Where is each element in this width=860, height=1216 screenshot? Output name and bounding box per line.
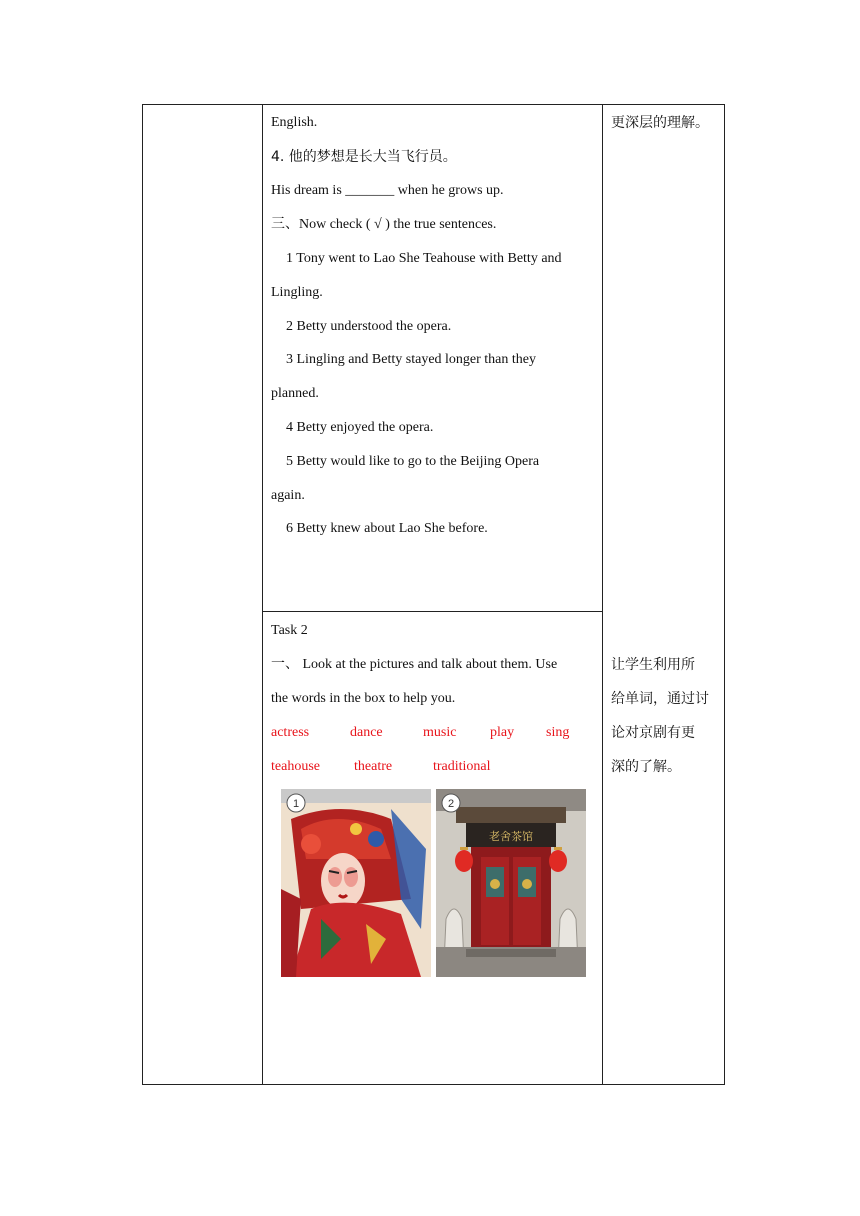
- text-task-2-instruction-2: the words in the box to help you.: [271, 691, 456, 706]
- text-english: English.: [271, 115, 318, 130]
- text-check-item-5-cont: again.: [271, 488, 305, 503]
- text-check-item-1-cont: Lingling.: [271, 285, 323, 300]
- text-check-item-3-cont: planned.: [271, 386, 319, 401]
- word-music: music: [423, 725, 457, 740]
- table-left-border: [142, 104, 143, 1085]
- table-col-divider-1: [262, 104, 263, 1085]
- peking-opera-actress-image: [281, 789, 431, 977]
- picture-1-number: 1: [292, 798, 300, 810]
- text-check-item-1: 1 Tony went to Lao She Teahouse with Betty and: [286, 251, 562, 266]
- text-task-2-title: Task 2: [271, 623, 308, 638]
- word-play: play: [490, 725, 515, 740]
- table-row-divider: [262, 611, 603, 612]
- word-actress: actress: [271, 725, 310, 740]
- text-task-2-instruction-1: 一、 Look at the pictures and talk about them. Use: [271, 657, 558, 672]
- text-check-item-5: 5 Betty would like to go to the Beijing Opera: [286, 454, 540, 469]
- word-teahouse: teahouse: [271, 759, 320, 774]
- table-col-divider-2: [602, 104, 603, 1085]
- teahouse-entrance-image: [436, 789, 586, 977]
- word-theatre: theatre: [354, 759, 393, 774]
- text-right-note-2-line-3: 论对京剧有更: [611, 725, 695, 741]
- text-check-item-4: 4 Betty enjoyed the opera.: [286, 420, 434, 435]
- text-right-note-2-line-4: 深的了解。: [611, 759, 681, 775]
- table-right-border: [724, 104, 725, 1085]
- text-right-note-2-line-2: 给单词，通过讨: [611, 691, 709, 707]
- text-section-3-heading: 三、Now check ( √ ) the true sentences.: [271, 217, 497, 232]
- table-bottom-border: [142, 1084, 725, 1085]
- word-dance: dance: [350, 725, 383, 740]
- word-sing: sing: [546, 725, 570, 740]
- teahouse-sign-text: 老舍茶馆: [489, 830, 533, 843]
- text-check-item-6: 6 Betty knew about Lao She before.: [286, 521, 488, 536]
- text-sentence-4-chinese: 4. 他的梦想是长大当飞行员。: [271, 149, 457, 165]
- text-right-note-1: 更深层的理解。: [611, 115, 709, 131]
- word-traditional: traditional: [433, 759, 491, 774]
- text-check-item-3: 3 Lingling and Betty stayed longer than they: [286, 352, 537, 367]
- text-his-dream: His dream is _______ when he grows up.: [271, 183, 504, 198]
- opera-actress-illustration: [281, 789, 431, 977]
- text-right-note-2-line-1: 让学生利用所: [611, 657, 695, 673]
- table-top-border: [142, 104, 725, 105]
- teahouse-illustration: [436, 789, 586, 977]
- text-check-item-2: 2 Betty understood the opera.: [286, 319, 452, 334]
- picture-2-number: 2: [447, 798, 455, 810]
